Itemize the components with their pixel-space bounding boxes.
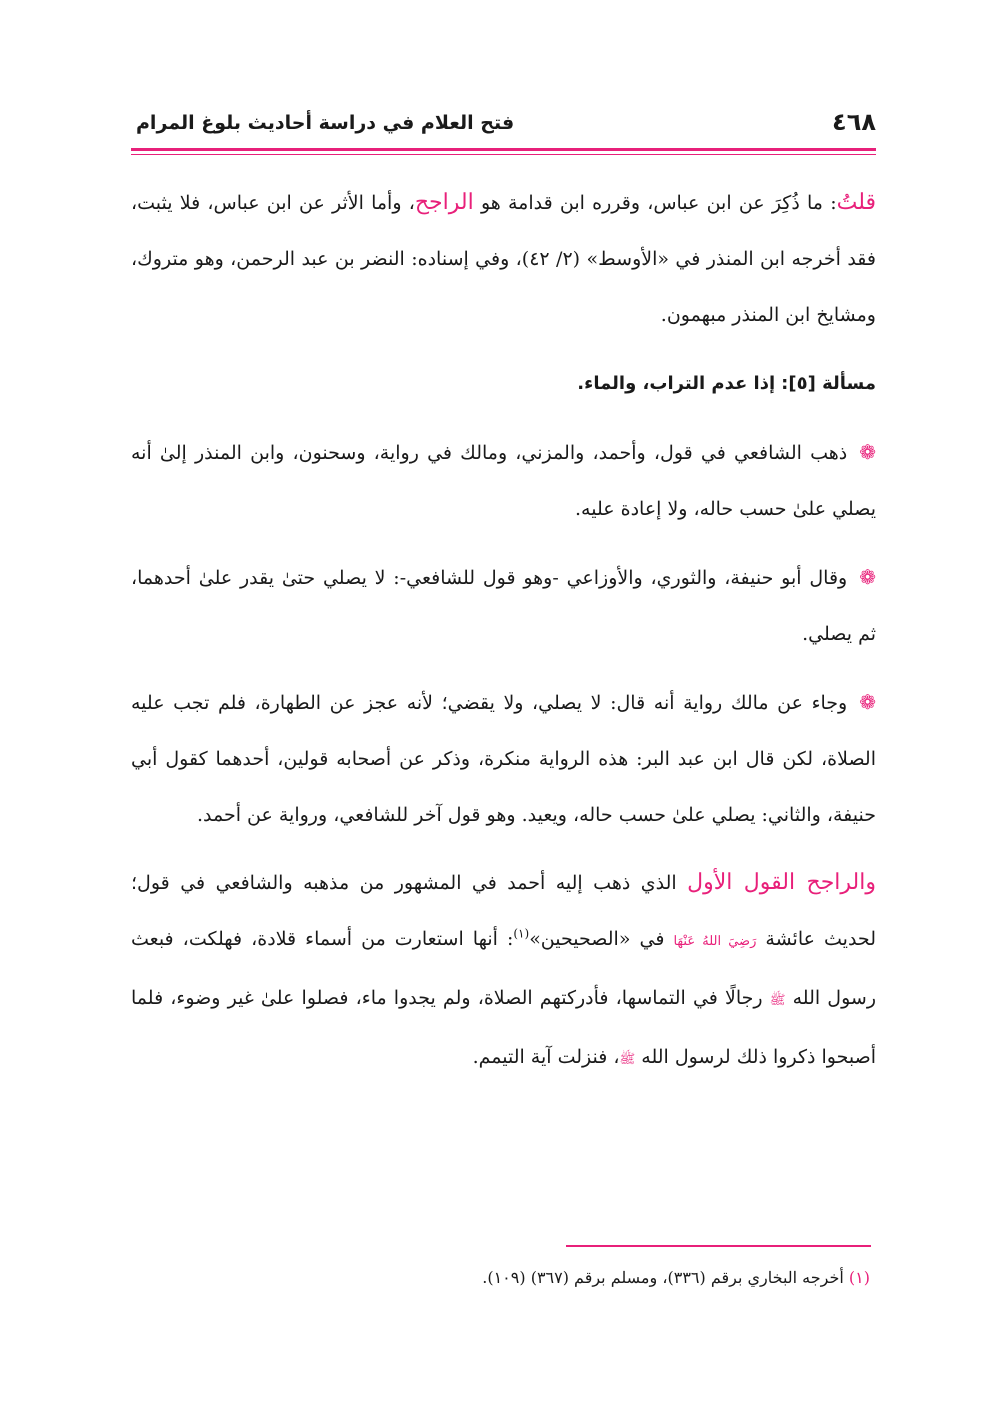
footnote-text: أخرجه البخاري برقم (٣٣٦)، ومسلم برقم (٣٦٧) (١٠٩). [482,1268,849,1287]
flower-bullet-icon: ❁ [859,690,876,714]
bullet-paragraph [131,549,876,662]
paragraph-text: : أنها استعارت من أسماء قلادة، فهلكت، فبعث رسول الله [131,928,877,1009]
bullet-text: وجاء عن مالك رواية أنه قال: لا يصلي، ولا يقضي؛ لأنه عجز عن الطهارة، فلم تجب عليه الصلاة، لكن قال ابن عبد البر: هذه الرواية منكرة، وذكر عن أصحابه قولين، أحدهما كقول أبي حنيفة، والثاني: يصلي علىٰ حسب حاله، ويعيد. وهو قول آخر للشافعي، ورواية عن أحمد. [131,692,876,826]
footnote-number: (١) [848,1268,870,1287]
page-number: ٤٦٨ [832,108,876,136]
paragraph-preferred [131,855,876,1088]
flower-bullet-icon: ❁ [859,440,876,464]
flower-bullet-icon: ❁ [859,565,876,589]
bullet-paragraph [131,674,876,843]
bullet-text: وقال أبو حنيفة، والثوري، والأوزاعي -وهو قول للشافعي-: لا يصلي حتىٰ يقدر علىٰ أحدهما، ثم يصلي. [131,567,876,645]
paragraph-text: ، فنزلت آية التيمم. [472,1046,620,1068]
footnote-separator [566,1245,871,1247]
honorific-salawat: ﷺ [769,993,786,1008]
paragraph-text: ، وأما الأثر عن ابن عباس، فلا يثبت، فقد أخرجه ابن المنذر في «الأوسط» (٢/ ٤٢)، وفي إسناده: النضر بن عبد الرحمن، وهو متروك، ومشايخ ابن المنذر مبهمون. [131,192,876,326]
main-text [131,175,876,1088]
page-header [136,108,876,148]
preferred-term: الراجح [414,190,474,215]
issue-heading [131,355,876,412]
paragraph-conclusion [131,175,876,343]
footnote [380,1266,870,1290]
qultu-label: قلتُ [836,190,876,215]
paragraph-text: : ما ذُكِرَ عن ابن عباس، وقرره ابن قدامة هو [473,192,837,214]
bullet-paragraph [131,424,876,537]
preferred-opinion: والراجح القول الأول [687,870,876,895]
paragraph-text: في «الصحيحين» [529,928,674,950]
header-rule-thick [131,148,876,151]
footnote-reference[interactable]: (١) [513,926,530,941]
book-title: فتح العلام في دراسة أحاديث بلوغ المرام [136,112,515,134]
issue-label: مسألة [٥]: [781,373,876,394]
paragraph-text: الذي ذهب إليه أحمد في المشهور من مذهبه والشافعي في قول؛ لحديث عائشة [131,872,876,950]
honorific-radiallahu: رَضِيَ اللهُ عَنْهَا [673,934,757,949]
issue-title: إذا عدم التراب، والماء. [577,373,776,394]
paragraph-text: رجالًا في التماسها، فأدركتهم الصلاة، ولم يجدوا ماء، فصلوا علىٰ غير وضوء، فلما أصبحوا ذكروا ذلك لرسول الله [131,987,876,1068]
header-rule-thin [131,154,876,155]
honorific-salawat: ﷺ [619,1052,636,1067]
bullet-text: ذهب الشافعي في قول، وأحمد، والمزني، ومالك في رواية، وسحنون، وابن المنذر إلىٰ أنه يصلي علىٰ حسب حاله، ولا إعادة عليه. [131,442,876,520]
